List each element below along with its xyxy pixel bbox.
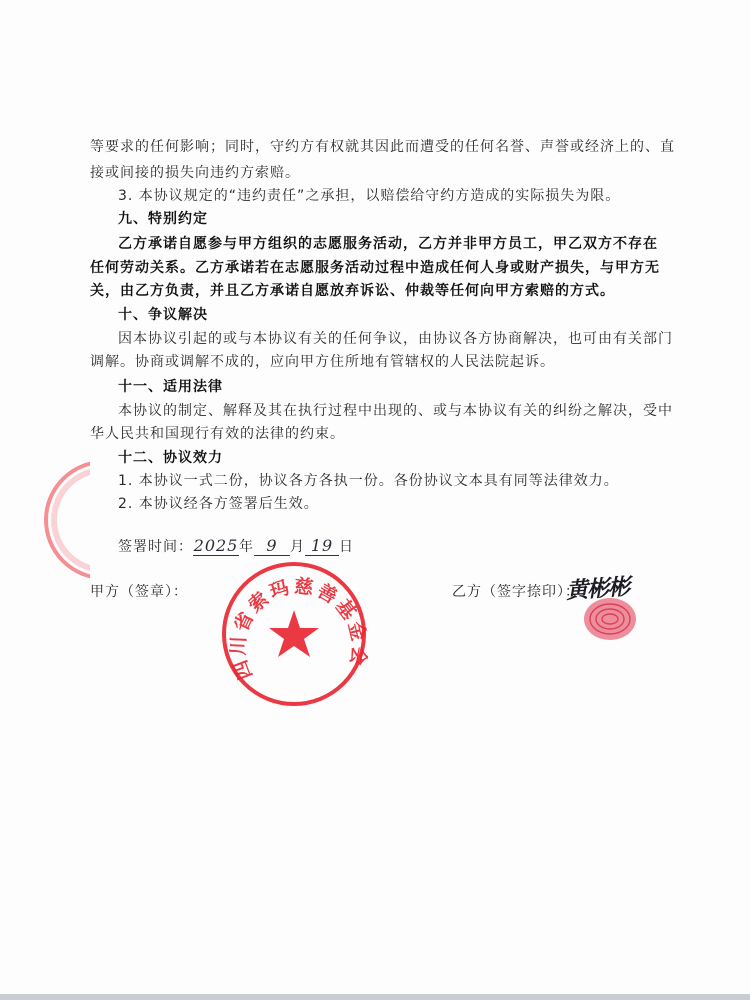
- year-unit: 年: [239, 539, 254, 555]
- paragraph-line: 乙方承诺自愿参与甲方组织的志愿服务活动，乙方并非甲方员工，甲乙双方不存在: [118, 236, 658, 252]
- signing-day: 19: [305, 537, 339, 556]
- party-b-label: 乙方（签字捺印）：: [452, 584, 580, 600]
- signing-month: 9: [254, 537, 290, 556]
- section-heading-11: 十一、适用法律: [118, 379, 223, 395]
- section-heading-10: 十、争议解决: [118, 307, 208, 323]
- paragraph-line: 因本协议引起的或与本协议有关的任何争议，由协议各方协商解决，也可由有关部门: [118, 331, 673, 347]
- scan-edge: [0, 994, 750, 1000]
- seal-text: 四川省索玛慈善基金: [227, 575, 368, 683]
- paragraph-line: 调解。协商或调解不成的，应向甲方住所地有管辖权的人民法院起诉。: [90, 354, 555, 370]
- clause-1: 1. 本协议一式二份，协议各方各执一份。各份协议文本具有同等法律效力。: [118, 473, 619, 489]
- clause-3: 3. 本协议规定的“违约责任”之承担，以赔偿给守约方造成的实际损失为限。: [118, 188, 621, 204]
- section-heading-9: 九、特别约定: [118, 211, 208, 227]
- month-unit: 月: [290, 539, 305, 555]
- signing-year: 2025: [193, 536, 239, 555]
- signing-date-label: 签署时间：: [118, 539, 193, 555]
- signing-date: [118, 537, 354, 557]
- section-heading-12: 十二、协议效力: [118, 450, 223, 466]
- paragraph-line: 等要求的任何影响；同时，守约方有权就其因此而遭受的任何名誉、声誉或经济上的、直: [90, 139, 675, 155]
- paragraph-line: 任何劳动关系。乙方承诺若在志愿服务活动过程中造成任何人身或财产损失，与甲方无: [90, 260, 660, 276]
- organization-seal: [220, 560, 368, 708]
- party-a-label: 甲方（签章）：: [90, 584, 188, 600]
- star-icon: [269, 610, 319, 657]
- clause-2: 2. 本协议经各方签署后生效。: [118, 496, 319, 512]
- day-unit: 日: [339, 539, 354, 555]
- party-b-signature: 黄彬彬: [565, 573, 630, 605]
- paragraph-line: 华人民共和国现行有效的法律的约束。: [90, 426, 345, 442]
- paragraph-line: 本协议的制定、解释及其在执行过程中出现的、或与本协议有关的纠纷之解决，受中: [118, 403, 673, 419]
- paragraph-line: 关，由乙方负责，并且乙方承诺自愿放弃诉讼、仲裁等任何向甲方索赔的方式。: [90, 283, 615, 299]
- partial-seal-mark: [30, 460, 90, 580]
- paragraph-line: 接或间接的损失向违约方索赔。: [90, 165, 300, 181]
